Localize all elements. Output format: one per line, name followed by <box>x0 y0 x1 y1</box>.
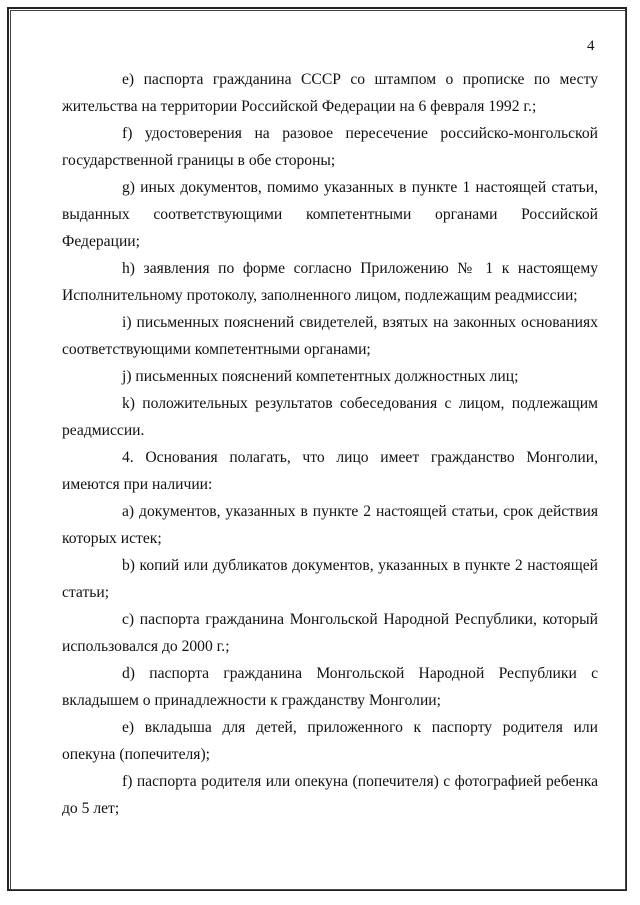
page-number: 4 <box>587 38 595 54</box>
paragraph-item-b-copies-duplicates: b) копий или дубликатов документов, указанных в пункте 2 настоящей статьи; <box>62 557 598 601</box>
paragraph-section-4: 4. Основания полагать, что лицо имеет гражданство Монголии, имеются при наличии: <box>62 449 598 493</box>
paragraph-item-g-other-documents: g) иных документов, помимо указанных в пункте 1 настоящей статьи, выданных соответствующими компетентными органами Российской Федерации; <box>62 179 598 250</box>
paragraph-item-a-expired-documents: a) документов, указанных в пункте 2 настоящей статьи, срок действия которых истек; <box>62 503 598 547</box>
paragraph-item-c-mpr-passport: c) паспорта гражданина Монгольской Народной Республики, который использовался до 2000 г.; <box>62 611 598 655</box>
paragraph-item-e-ussr-passport: e) паспорта гражданина СССР со штампом о прописке по месту жительства на территории Российской Федерации на 6 февраля 1992 г.; <box>62 71 598 115</box>
paragraph-item-k-interview-results: k) положительных результатов собеседования с лицом, подлежащим реадмиссии. <box>62 395 598 439</box>
paragraph-item-j-official-statements: j) письменных пояснений компетентных должностных лиц; <box>122 368 519 385</box>
paragraph-item-h-application-form: h) заявления по форме согласно Приложению № 1 к настоящему Исполнительному протоколу, заполненного лицом, подлежащим реадмиссии; <box>62 260 598 304</box>
paragraph-item-f-border-crossing-certificate: f) удостоверения на разовое пересечение российско-монгольской государственной границы в обе стороны; <box>62 125 598 169</box>
paragraph-item-i-witness-statements: i) письменных пояснений свидетелей, взятых на законных основаниях соответствующими компетентными органами; <box>62 314 598 358</box>
paragraph-item-d-mpr-passport-insert: d) паспорта гражданина Монгольской Народной Республики с вкладышем о принадлежности к гражданству Монголии; <box>62 665 598 709</box>
paragraph-item-f-parent-passport: f) паспорта родителя или опекуна (попечителя) с фотографией ребенка до 5 лет; <box>62 773 598 817</box>
paragraph-item-e-child-insert: e) вкладыша для детей, приложенного к паспорту родителя или опекуна (попечителя); <box>62 719 598 763</box>
document-body <box>62 66 598 822</box>
